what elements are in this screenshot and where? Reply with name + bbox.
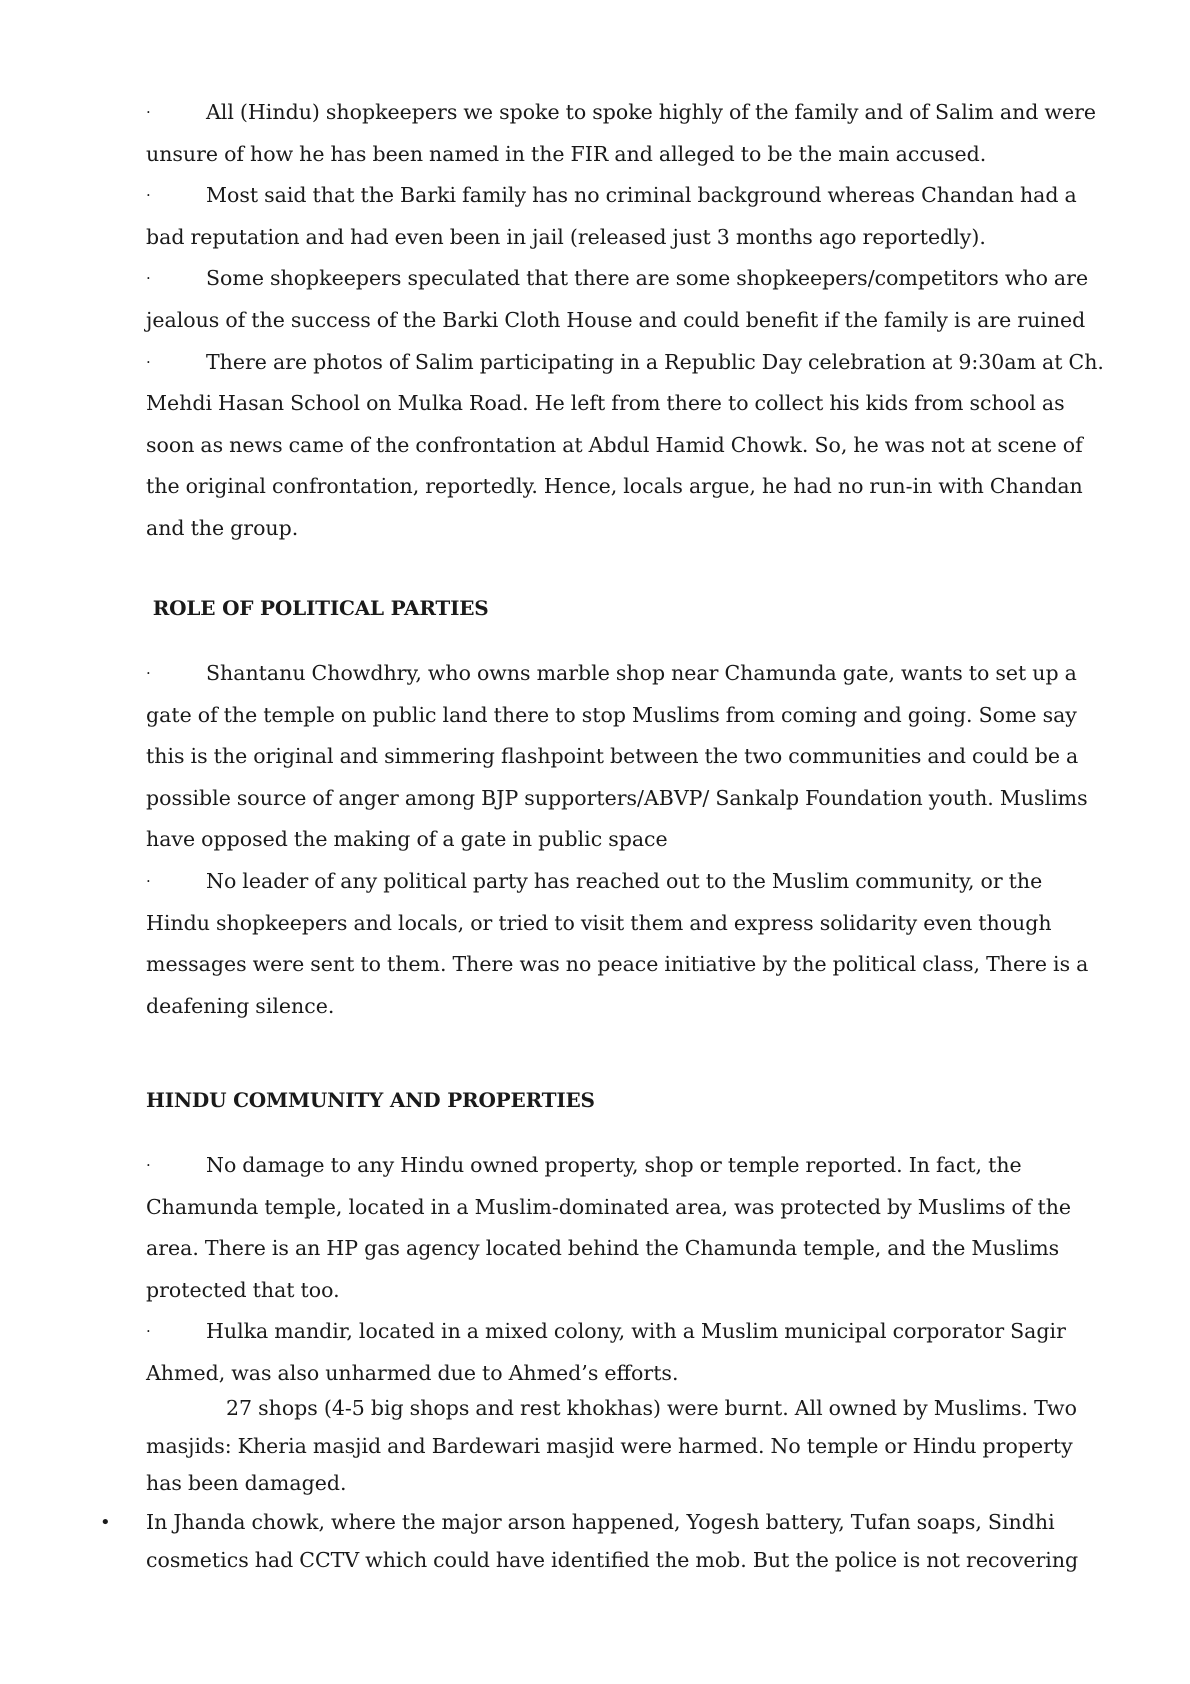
bullet-icon: ·	[146, 103, 151, 121]
bullet-icon: ·	[146, 186, 151, 205]
list-item-text: Most said that the Barki family has no criminal background whereas Chandan had a bad reputation and had even been in jail (released just 3 months ago reportedly).	[146, 183, 1077, 249]
bullet-icon: •	[100, 1512, 111, 1533]
cctv-bullet-item	[100, 1504, 1112, 1579]
list-item	[146, 1145, 1112, 1311]
list-item-text: No leader of any political party has reached out to the Muslim community, or the Hindu shopkeepers and locals, or tried to visit them and express solidarity even though messages were sent to them. There was no peace initiative by the political class, There is a deafening silence.	[146, 868, 1089, 1018]
list-item-text: Hulka mandir, located in a mixed colony, with a Muslim municipal corporator Sagir Ahmed, was also unharmed due to Ahmed’s efforts.	[146, 1319, 1066, 1385]
list-item-text: In Jhanda chowk, where the major arson happened, Yogesh battery, Tufan soaps, Sindhi cosmetics had CCTV which could have identified the mob. But the police is not recovering	[146, 1510, 1079, 1572]
list-item	[146, 258, 1112, 341]
bullet-icon: ·	[146, 1156, 151, 1174]
bullet-icon: ·	[146, 664, 151, 682]
list-item	[146, 1311, 1112, 1394]
list-item	[146, 653, 1112, 861]
list-item-text: Shantanu Chowdhry, who owns marble shop near Chamunda gate, wants to set up a gate of the temple on public land there to stop Muslims from coming and going. Some say this is the original and simmering flashpoint between the two communities and could be a possible source of anger among BJP supporters/ABVP/ Sankalp Foundation youth. Muslims have opposed the making of a gate in public space	[146, 661, 1088, 852]
list-item	[146, 342, 1112, 550]
list-item-text: All (Hindu) shopkeepers we spoke to spoke highly of the family and of Salim and were unsure of how he has been named in the FIR and alleged to be the main accused.	[146, 100, 1097, 166]
list-item	[146, 175, 1112, 258]
bullet-icon: ·	[146, 352, 151, 371]
shopkeepers-findings-list	[146, 92, 1112, 550]
bullet-icon: ·	[146, 269, 151, 288]
list-item	[146, 92, 1112, 175]
bullet-icon: ·	[146, 871, 151, 890]
bullet-icon: ·	[146, 1322, 151, 1341]
hindu-properties-list	[146, 1145, 1112, 1395]
section-heading-political-parties: ROLE OF POLITICAL PARTIES	[146, 596, 489, 620]
list-item	[146, 861, 1112, 1027]
political-parties-list	[146, 653, 1112, 1027]
shops-burnt-paragraph: 27 shops (4-5 big shops and rest khokhas) were burnt. All owned by Muslims. Two masjids: Kheria masjid and Bardewari masjid were harmed. No temple or Hindu property has been damaged.	[146, 1396, 1077, 1495]
list-item-text: No damage to any Hindu owned property, shop or temple reported. In fact, the Chamunda temple, located in a Muslim-dominated area, was protected by Muslims of the area. There is an HP gas agency located behind the Chamunda temple, and the Muslims protected that too.	[146, 1153, 1072, 1302]
section-heading-hindu-community: HINDU COMMUNITY AND PROPERTIES	[146, 1088, 595, 1112]
list-item-text: Some shopkeepers speculated that there are some shopkeepers/competitors who are jealous of the success of the Barki Cloth House and could benefit if the family is are ruined	[146, 266, 1089, 332]
list-item-text: There are photos of Salim participating in a Republic Day celebration at 9:30am at Ch. Mehdi Hasan School on Mulka Road. He left from there to collect his kids from school as soon as news came of the confrontation at Abdul Hamid Chowk. So, he was not at scene of the original confrontation, reportedly. Hence, locals argue, he had no run-in with Chandan and the group.	[146, 349, 1104, 540]
